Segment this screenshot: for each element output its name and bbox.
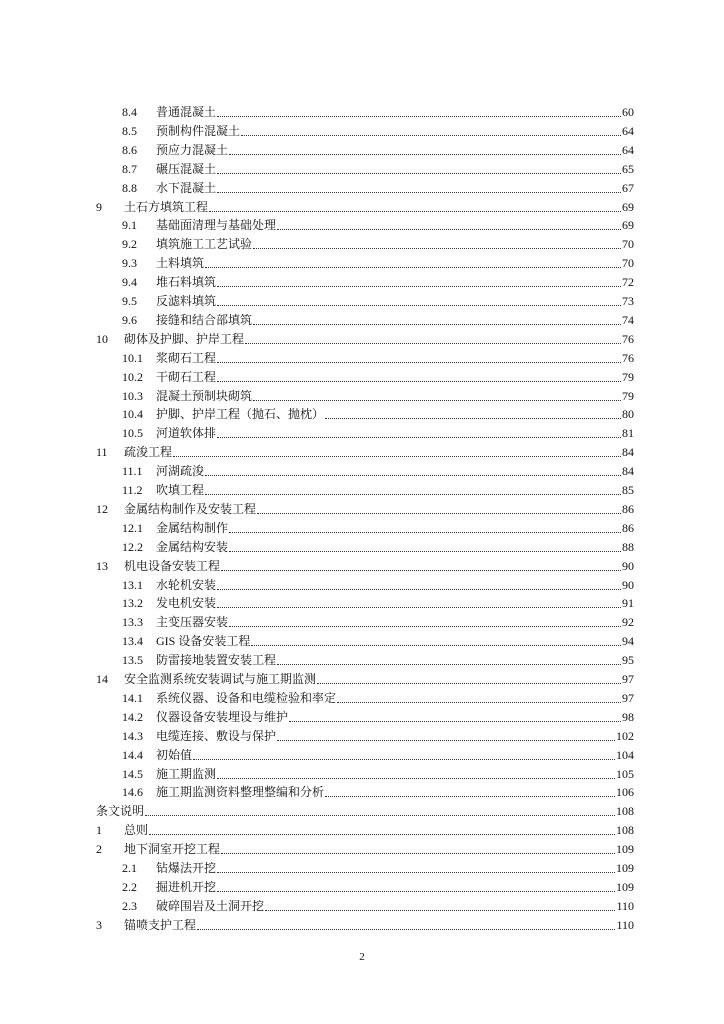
dot-leader [205,475,621,476]
dot-leader [257,513,621,514]
toc-entry-page: 108 [616,804,634,819]
toc-entry [96,840,634,858]
dot-leader [205,494,621,495]
toc-entry [122,689,634,707]
dot-leader [245,343,621,344]
dot-leader [217,872,615,873]
toc-entry-number: 13 [96,558,108,573]
toc-entry-number: 2.3 [122,898,137,913]
toc-entry-title: 河湖疏浚 [156,464,205,479]
toc-entry-number: 8.6 [122,142,137,157]
toc-entry [122,594,634,612]
toc-entry-number: 2.1 [122,861,137,875]
toc-entry-page: 109 [616,842,634,857]
toc-entry [122,216,634,234]
toc-entry-title: 普通混凝土 [156,105,217,119]
toc-entry-title: 干砌石工程 [156,369,217,384]
toc-entry [122,783,634,801]
toc-entry-number: 8.7 [122,161,137,176]
toc-entry [96,500,634,518]
toc-entry-page: 81 [622,426,634,441]
toc-entry [122,405,634,423]
toc-entry-title: 安全监测系统安装调试与施工期监测 [124,672,317,686]
toc-entry-page: 110 [616,917,634,932]
toc-entry-page: 70 [622,237,634,252]
toc-entry-number: 14.3 [122,728,143,743]
toc-entry-page: 70 [622,256,634,271]
toc-entry-page: 97 [622,690,634,705]
toc-entry-page: 76 [622,331,634,346]
toc-entry-page: 80 [622,407,634,422]
toc-entry-title: 主变压器安装 [156,615,229,630]
dot-leader [265,910,615,911]
toc-entry-number: 10.3 [122,388,143,403]
toc-entry-page: 86 [622,501,634,516]
toc-entry-number: 10.1 [122,350,143,365]
toc-entry-page: 76 [622,350,634,365]
toc-entry [122,141,634,159]
dot-leader [173,456,621,457]
toc-entry-page: 67 [622,180,634,195]
toc-entry-number: 9.1 [122,218,137,233]
toc-entry-number: 10.5 [122,426,143,441]
toc-entry [122,746,634,764]
toc-entry [96,916,634,934]
toc-entry-page: 102 [616,728,634,743]
toc-entry-title: 吹填工程 [156,483,205,497]
dot-leader [277,664,621,665]
toc-entry-page: 72 [622,275,634,290]
toc-entry-title: 土料填筑 [156,256,205,271]
toc-entry-title: GIS 设备安装工程 [156,634,251,649]
toc-entry-number: 13.4 [122,634,143,649]
toc-entry [122,424,634,442]
toc-entry-number: 10 [96,331,108,346]
toc-entry-title: 土石方填筑工程 [124,199,209,214]
toc-entry [96,821,634,839]
toc-entry-number: 9.3 [122,256,137,271]
toc-entry-page: 109 [616,879,634,894]
toc-entry [96,670,634,688]
dot-leader [149,834,615,835]
dot-leader [217,173,621,174]
toc-entry-page: 97 [622,672,634,686]
toc-entry-page: 74 [622,312,634,327]
toc-entry-page: 64 [622,142,634,157]
toc-entry-title: 地下洞室开挖工程 [124,842,221,857]
dot-leader [229,626,621,627]
toc-entry [122,273,634,291]
toc-entry-number: 9.5 [122,294,137,308]
toc-entry-title: 发电机安装 [156,596,217,611]
toc-entry-title: 混凝土预制块砌筑 [156,388,253,403]
dot-leader [217,607,621,608]
dot-leader [253,324,621,325]
toc-entry [122,311,634,329]
toc-entry-number: 11.2 [122,483,143,497]
toc-entry-number: 9 [96,199,102,214]
toc-entry [122,727,634,745]
toc-entry-title: 疏浚工程 [124,445,173,460]
toc-entry-page: 60 [622,105,634,119]
toc-entry-page: 86 [622,520,634,535]
toc-entry-title: 反滤料填筑 [156,294,217,308]
toc-entry [122,765,634,783]
toc-entry-title: 金属结构制作 [156,520,229,535]
toc-entry-title: 接缝和结合部填筑 [156,312,253,327]
dot-leader [217,437,621,438]
toc-entry-title: 堆石料填筑 [156,275,217,290]
toc-entry-title: 预制构件混凝土 [156,123,241,138]
toc-entry-page: 64 [622,123,634,138]
toc-entry-page: 106 [616,785,634,800]
toc-entry-title: 锚喷支护工程 [124,917,197,932]
toc-entry [96,330,634,348]
toc-entry-page: 85 [622,483,634,497]
dot-leader [193,759,615,760]
toc-entry-title: 填筑施工工艺试验 [156,237,253,252]
toc-entry-number: 13.3 [122,615,143,630]
dot-leader [325,796,615,797]
dot-leader [217,362,621,363]
dot-leader [253,248,621,249]
dot-leader [241,135,621,136]
toc-entry [122,613,634,631]
toc-entry-number: 2.2 [122,879,137,894]
toc-entry-number: 10.2 [122,369,143,384]
toc-entry-page: 73 [622,294,634,308]
toc-entry-title: 浆砌石工程 [156,350,217,365]
dot-leader [197,929,615,930]
toc-entry [96,802,634,820]
toc-entry-number: 13.1 [122,577,143,592]
dot-leader [251,645,621,646]
toc-entry-page: 91 [622,596,634,611]
dot-leader [217,778,615,779]
toc-entry [122,651,634,669]
toc-entry-title: 总则 [124,823,149,838]
dot-leader [217,286,621,287]
toc-entry-page: 69 [622,218,634,233]
toc-entry-number: 9.2 [122,237,137,252]
toc-entry-title: 预应力混凝土 [156,142,229,157]
dot-leader [217,589,621,590]
toc-entry-number: 14.4 [122,747,143,762]
toc-entry [96,198,634,216]
toc-entry-number: 14.2 [122,709,143,724]
toc-entry [122,160,634,178]
toc-entry-page: 79 [622,388,634,403]
toc-entry [122,859,634,877]
toc-entry-page: 84 [622,445,634,460]
toc-entry-page: 110 [616,898,634,913]
dot-leader [217,381,621,382]
dot-leader [253,400,621,401]
toc-entry [122,179,634,197]
toc-entry [122,254,634,272]
toc-entry-number: 11.1 [122,464,143,479]
toc-entry-page: 104 [616,747,634,762]
toc-entry [122,481,634,499]
toc-entry-number: 8.5 [122,123,137,138]
dot-leader [229,154,621,155]
toc-entry-page: 94 [622,634,634,649]
toc-entry-number: 2 [96,842,102,857]
toc-entry-title: 水轮机安装 [156,577,217,592]
dot-leader [217,305,621,306]
toc-entry-title: 掘进机开挖 [156,879,217,894]
toc-entry-page: 69 [622,199,634,214]
toc-entry-number: 12.1 [122,520,143,535]
toc-entry-title: 护脚、护岸工程（抛石、抛枕） [156,407,325,422]
toc-entry-title: 系统仪器、设备和电缆检验和率定 [156,690,337,705]
toc-entry-title: 初始值 [156,747,193,762]
dot-leader [217,192,621,193]
toc-entry-page: 98 [622,709,634,724]
toc-entry-number: 3 [96,917,102,932]
dot-leader [209,211,621,212]
toc-entry-title: 碾压混凝土 [156,161,217,176]
toc-entry-title: 条文说明 [96,804,145,819]
toc-entry-number: 12 [96,501,108,516]
toc-entry-title: 基础面清理与基础处理 [156,218,277,233]
toc-entry [122,576,634,594]
dot-leader [277,229,621,230]
toc-entry-title: 金属结构安装 [156,539,229,554]
toc-entry [96,443,634,461]
dot-leader [317,683,621,684]
toc-entry-number: 14.5 [122,766,143,781]
toc-entry-title: 施工期监测 [156,766,217,781]
toc-entry [122,292,634,310]
toc-entry-page: 95 [622,653,634,668]
page-number: 2 [359,951,365,963]
toc-entry [122,538,634,556]
toc-entry [122,387,634,405]
toc-entry-number: 9.6 [122,312,137,327]
dot-leader [221,570,621,571]
dot-leader [205,267,621,268]
toc-entry-number: 13.5 [122,653,143,668]
toc-entry-page: 84 [622,464,634,479]
toc-entry-page: 105 [616,766,634,781]
toc-entry-number: 9.4 [122,275,137,290]
dot-leader [289,721,621,722]
toc-entry-title: 机电设备安装工程 [124,558,221,573]
dot-leader [221,853,615,854]
toc-entry-page: 79 [622,369,634,384]
toc-entry-page: 109 [616,861,634,875]
toc-entry-number: 1 [96,823,102,838]
toc-entry-number: 8.8 [122,180,137,195]
toc-entry [122,878,634,896]
dot-leader [325,418,621,419]
toc-entry [122,632,634,650]
toc-entry-number: 14.6 [122,785,143,800]
toc-entry-page: 108 [616,823,634,838]
toc-entry-number: 11 [96,445,108,460]
toc-entry-page: 88 [622,539,634,554]
toc-entry-title: 破碎围岩及土洞开挖 [156,898,265,913]
toc-entry-page: 90 [622,577,634,592]
toc-entry [122,462,634,480]
toc-entry-title: 砌体及护脚、护岸工程 [124,331,245,346]
dot-leader [277,740,615,741]
toc-entry-title: 河道软体排 [156,426,217,441]
toc-entry [122,519,634,537]
toc-entry [96,557,634,575]
toc-entry-number: 10.4 [122,407,143,422]
dot-leader [229,551,621,552]
dot-leader [217,116,621,117]
toc-entry-number: 12.2 [122,539,143,554]
toc-entry-page: 92 [622,615,634,630]
toc-entry [122,897,634,915]
toc-entry-title: 钻爆法开挖 [156,861,217,875]
toc-entry-title: 电缆连接、敷设与保护 [156,728,277,743]
dot-leader [337,702,621,703]
toc-entry-page: 65 [622,161,634,176]
toc-entry-number: 14.1 [122,690,143,705]
toc-entry-title: 水下混凝土 [156,180,217,195]
dot-leader [145,815,615,816]
toc-entry [122,349,634,367]
toc-entry [122,103,634,121]
dot-leader [217,891,615,892]
toc-entry [122,708,634,726]
toc-entry-title: 仪器设备安装埋设与维护 [156,709,289,724]
toc-entry-title: 施工期监测资料整理整编和分析 [156,785,325,800]
dot-leader [229,532,621,533]
toc-entry-title: 防雷接地装置安装工程 [156,653,277,668]
toc-entry-title: 金属结构制作及安装工程 [124,501,257,516]
toc-entry-number: 14 [96,672,108,686]
toc-entry-page: 90 [622,558,634,573]
toc-entry [122,368,634,386]
toc-entry [122,235,634,253]
toc-entry-number: 13.2 [122,596,143,611]
toc-entry [122,122,634,140]
toc-entry-number: 8.4 [122,105,137,119]
